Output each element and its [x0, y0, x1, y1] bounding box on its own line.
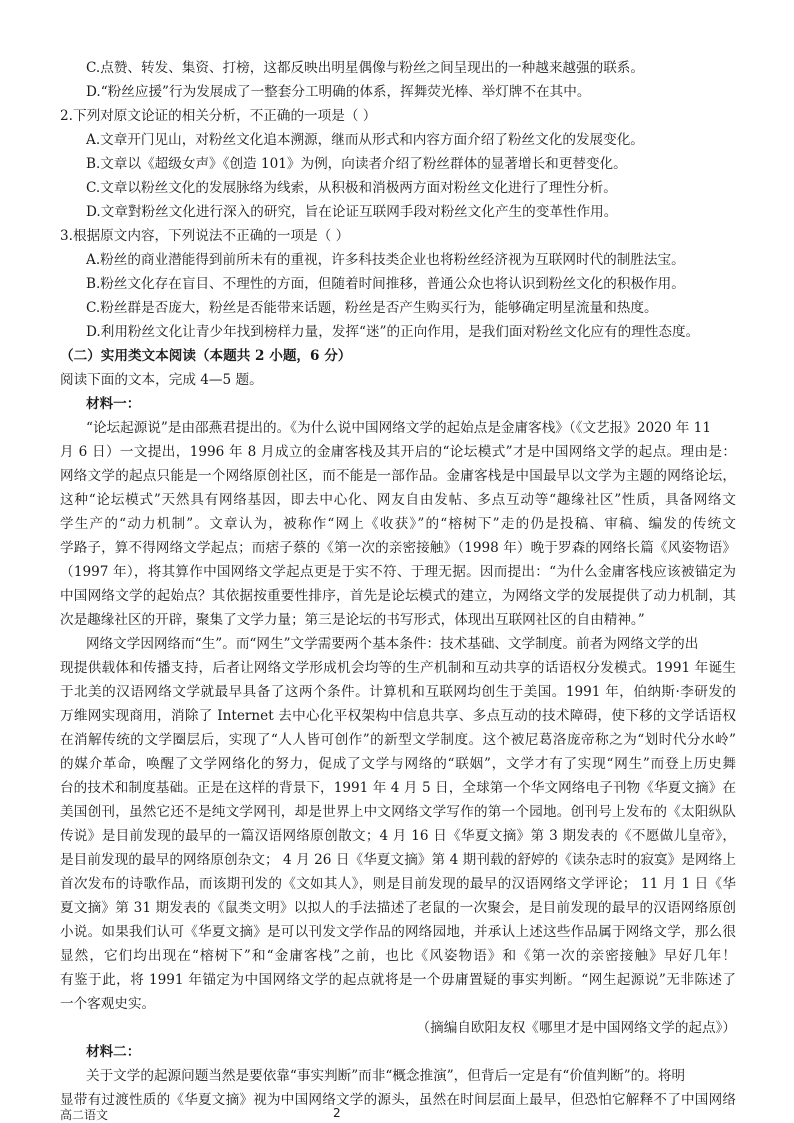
material1-p1-line: 网络文学的起点只能是一个网络原创社区，而不能是一部作品。金庸客栈是中国最早以文学为主题的网络论坛，: [60, 468, 736, 484]
material1-p2-line: 的媒介革命，唤醒了文学网络化的努力，促成了文学与网络的“联姻”，文学才有了实现“网生”而登上历史舞: [60, 756, 736, 772]
material1-p2-line: 台的技术和制度基础。正是在这样的背景下，1991 年 4 月 5 日，全球第一个华文网络电子刊物《华夏文摘》在: [60, 780, 736, 796]
material2-p1-line: 关于文学的起源问题当然是要依靠“事实判断”而非“概念推演”，但背后一定是有“价值判断”的。将明: [86, 1068, 686, 1084]
q2-option-c: C.文章以粉丝文化的发展脉络为线索，从积极和消极两方面对粉丝文化进行了理性分析。: [86, 180, 617, 196]
material1-p2-line: 一个客观史实。: [60, 996, 156, 1012]
material1-p2-line: 显然，它们均出现在“榕树下”和“金庸客栈”之前，也比《风姿物语》和《第一次的亲密接触》早好几年！: [60, 948, 736, 964]
material1-p2-line: 有鉴于此，将 1991 年锚定为中国网络文学的起点就将是一个毋庸置疑的事实判断。“网生起源说”无非陈述了: [60, 972, 736, 988]
q2-option-b: B.文章以《超级女声》《创造 101》为例，向读者介绍了粉丝群体的显著增长和更替变化。: [86, 156, 627, 172]
q3-option-c: C.粉丝群是否庞大，粉丝是否能带来话题，粉丝是否产生购买行为，能够确定明星流量和热度。: [86, 300, 658, 316]
material1-p2-line: 小说。如果我们认可《华夏文摘》是可以刊发文学作品的网络园地，并承认上述这些作品属于网络文学，那么很: [60, 924, 736, 940]
q3-option-b: B.粉丝文化存在盲目、不理性的方面，但随着时间推移，普通公众也将认识到粉丝文化的积极作用。: [86, 276, 685, 292]
material1-p1-line: 次是趣缘社区的开辟，聚集了文学力量；第三是论坛的书写形式，体现出互联网社区的自由精神。”: [60, 612, 645, 628]
q2-option-a: A.文章开门见山，对粉丝文化追本溯源，继而从形式和内容方面介绍了粉丝文化的发展变化。: [86, 132, 644, 148]
footer-subject: 高二语文: [60, 1108, 109, 1122]
material1-p2-line: 于北美的汉语网络文学就最早具备了这两个条件。计算机和互联网均创生于美国。1991 年，伯纳斯·李研发的: [60, 684, 736, 700]
material1-p1-line: 学路子，算不得网络文学起点；而痞子蔡的《第一次的亲密接触》（1998 年）晚于罗森的网络长篇《风姿物语》: [60, 540, 736, 556]
q2-stem: 2.下列对原文论证的相关分析，不正确的一项是（ ）: [60, 108, 377, 124]
material1-p1-line: “论坛起源说”是由邵燕君提出的。《为什么说中国网络文学的起始点是金庸客栈》（《文艺报》2020 年 11: [86, 420, 711, 436]
material1-p2-line: 现提供载体和传播支持，后者让网络文学形成机会均等的生产机制和互动共享的话语权分发模式。1991 年诞生: [60, 660, 736, 676]
section-instruction: 阅读下面的文本，完成 4—5 题。: [60, 372, 263, 388]
q2-option-d: D.文章對粉丝文化进行深入的研究，旨在论证互联网手段对粉丝文化产生的变革性作用。: [86, 204, 618, 220]
q1-option-d: D.“粉丝应援”行为发展成了一整套分工明确的体系，挥舞荧光棒、举灯牌不在其中。: [86, 84, 591, 100]
material1-p2-line: 夏文摘》第 31 期发表的《鼠类文明》以拟人的手法描述了老鼠的一次聚会，是目前发现的最早的汉语网络原创: [60, 900, 736, 916]
q1-option-c: C.点赞、转发、集资、打榜，这都反映出明星偶像与粉丝之间呈现出的一种越来越强的联系。: [86, 60, 644, 76]
q3-option-d: D.利用粉丝文化让青少年找到榜样力量，发挥“迷”的正向作用，是我们面对粉丝文化应有的理性态度。: [86, 324, 700, 340]
material1-p1-line: 学生产的“动力机制”。文章认为，被称作“网上《收获》”的“榕树下”走的仍是投稿、审稿、编发的传统文: [60, 516, 736, 532]
material2-label: 材料二：: [86, 1044, 141, 1060]
material1-p2-line: 万维网实现商用，消除了 Internet 去中心化平权架构中信息共享、多点互动的技术障碍，使下移的文学话语权: [60, 708, 736, 724]
material1-p2-line: 是目前发现的最早的网络原创杂文； 4 月 26 日《华夏文摘》第 4 期刊载的舒婷的《读杂志时的寂寞》是网络上: [60, 852, 736, 868]
material1-p2-line: 网络文学因网络而“生”。而“网生”文学需要两个基本条件：技术基础、文学制度。前者为网络文学的出: [86, 636, 699, 652]
section-title: （二）实用类文本阅读（本题共 2 小题，6 分）: [60, 348, 352, 364]
q3-stem: 3.根据原文内容，下列说法不正确的一项是（ ）: [60, 228, 350, 244]
q3-option-a: A.粉丝的商业潜能得到前所未有的重视，许多科技类企业也将粉丝经济视为互联网时代的制胜法宝。: [86, 252, 685, 268]
material1-p1-line: 月 6 日）一文提出，1996 年 8 月成立的金庸客栈及其开启的“论坛模式”才是中国网络文学的起点。理由是：: [60, 444, 736, 460]
material1-p2-line: 美国创刊，虽然它还不是纯文学网刊，却是世界上中文网络文学写作的第一个园地。创刊号上发布的《太阳纵队: [60, 804, 736, 820]
material1-p2-line: 传说》是目前发现的最早的一篇汉语网络原创散文；4 月 16 日《华夏文摘》第 3 期发表的《不愿做儿皇帝》，: [60, 828, 736, 844]
material1-p2-line: 首次发布的诗歌作品，而该期刊发的《文如其人》，则是目前发现的最早的汉语网络文学评论； 11 月 1 日《华: [60, 876, 736, 892]
material1-p2-line: 在消解传统的文学圈层后，实现了“人人皆可创作”的新型文学制度。这个被尼葛洛庞帝称之为“划时代分水岭”: [60, 732, 736, 748]
material1-p1-line: （1997 年），将其算作中国网络文学起点更是于实不符、于理无据。因而提出：“为什么金庸客栈应该被锚定为: [60, 564, 736, 580]
material1-p1-line: 中国网络文学的起始点？其依据按重要性排序，首先是论坛模式的建立，为网络文学的发展提供了动力机制，其: [60, 588, 736, 604]
material1-p1-line: 这种“论坛模式”天然具有网络基因，即去中心化、网友自由发帖、多点互动等“趣缘社区”性质，具备网络文: [60, 492, 736, 508]
footer-page-number: 2: [333, 1106, 341, 1120]
material1-source: （摘编自欧阳友权《哪里才是中国网络文学的起点》）: [416, 1020, 736, 1036]
material1-label: 材料一：: [86, 396, 141, 412]
material2-p1-line: 显带有过渡性质的《华夏文摘》视为中国网络文学的源头，虽然在时间层面上最早，但恐怕它解释不了中国网络: [60, 1092, 736, 1108]
